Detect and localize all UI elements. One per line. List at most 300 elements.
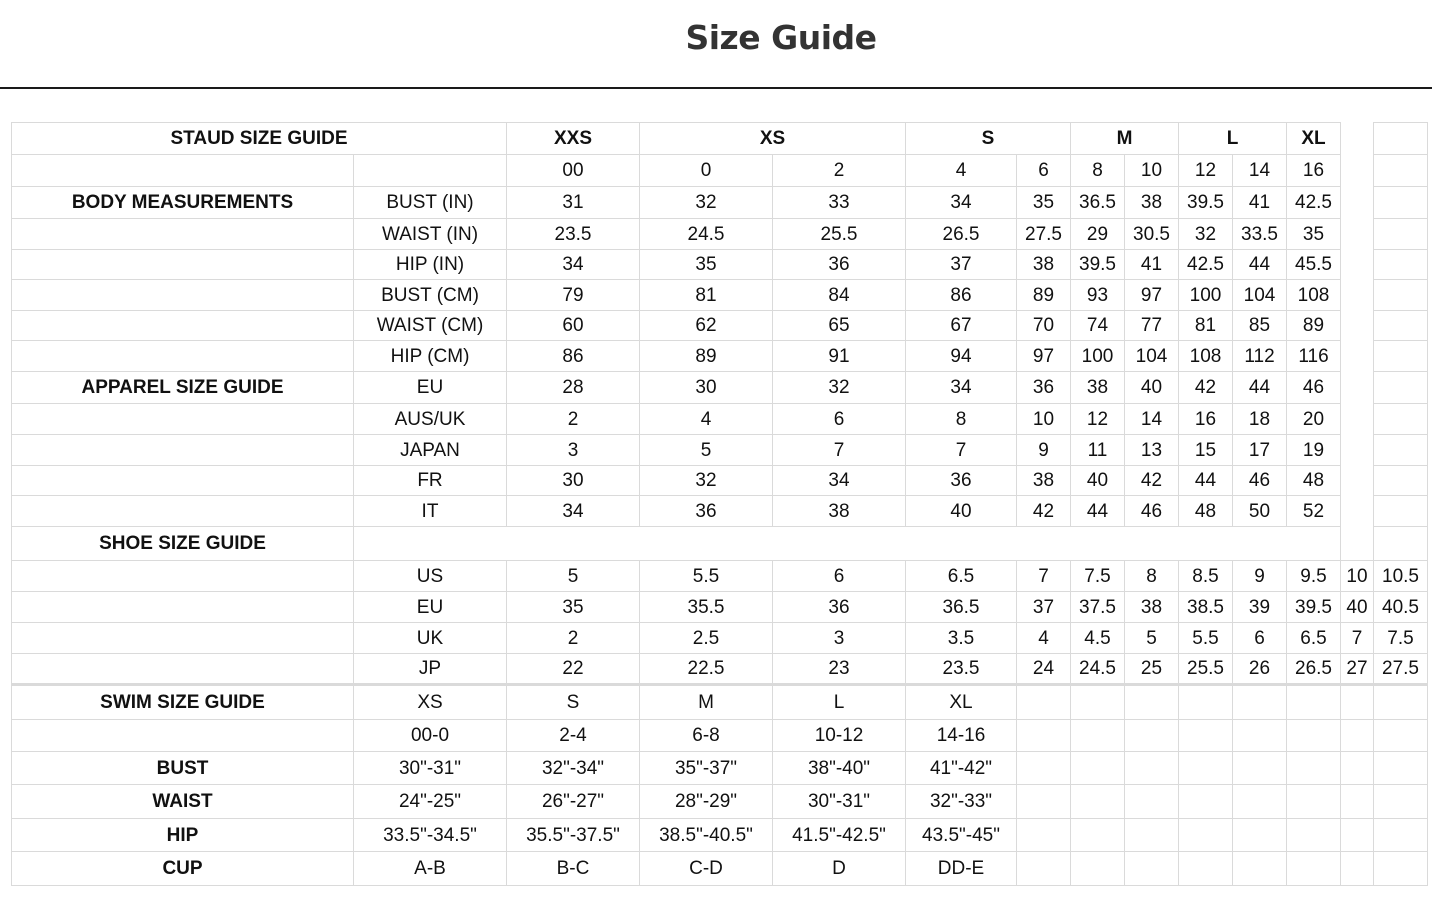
table-cell: 33.5"-34.5" [354, 819, 507, 852]
empty-cell [1374, 685, 1428, 720]
table-cell: EU [354, 372, 507, 404]
table-cell: HIP (IN) [354, 250, 507, 280]
table-cell: 4.5 [1071, 623, 1125, 654]
table-cell: 13 [1125, 435, 1179, 466]
table-cell: 79 [507, 280, 640, 311]
empty-cell [354, 155, 507, 187]
row-heading-cell: XS [640, 123, 906, 155]
table-cell: 22 [507, 654, 640, 685]
waist-in-row [12, 219, 1428, 250]
table-cell: 35.5 [640, 592, 773, 623]
table-cell: 38 [1125, 592, 1179, 623]
empty-cell [1341, 720, 1374, 752]
table-cell: 52 [1287, 496, 1341, 527]
table-cell: 27 [1341, 654, 1374, 685]
table-cell: 108 [1287, 280, 1341, 311]
table-cell: 2 [773, 155, 906, 187]
table-cell: 8 [1125, 561, 1179, 592]
size-number-row [12, 155, 1428, 187]
table-cell: 84 [773, 280, 906, 311]
table-cell: 91 [773, 341, 906, 372]
table-cell: 18 [1233, 404, 1287, 435]
empty-cell [1179, 852, 1233, 886]
table-cell: 32 [773, 372, 906, 404]
table-cell: 30"-31" [773, 785, 906, 819]
table-cell: 39.5 [1287, 592, 1341, 623]
shoe-uk-row [12, 623, 1428, 654]
table-cell: 26 [1233, 654, 1287, 685]
table-cell: 42 [1017, 496, 1071, 527]
table-cell: D [773, 852, 906, 886]
table-cell: 26.5 [1287, 654, 1341, 685]
table-cell: 7 [1017, 561, 1071, 592]
empty-cell [12, 311, 354, 341]
table-cell: JAPAN [354, 435, 507, 466]
table-cell: 40 [1125, 372, 1179, 404]
table-cell: IT [354, 496, 507, 527]
empty-cell [1374, 123, 1428, 155]
table-cell: 3.5 [906, 623, 1017, 654]
table-cell: 12 [1071, 404, 1125, 435]
empty-cell [1374, 155, 1428, 187]
table-cell: 4 [1017, 623, 1071, 654]
table-cell: 44 [1233, 250, 1287, 280]
table-cell: 39.5 [1179, 187, 1233, 219]
empty-cell [1233, 720, 1287, 752]
empty-cell [1179, 785, 1233, 819]
table-cell: 41.5"-42.5" [773, 819, 906, 852]
table-cell: 32"-33" [906, 785, 1017, 819]
table-cell: 93 [1071, 280, 1125, 311]
empty-cell [1374, 250, 1428, 280]
table-cell: 44 [1071, 496, 1125, 527]
table-cell: 36.5 [906, 592, 1017, 623]
empty-cell [1179, 720, 1233, 752]
table-cell: 104 [1125, 341, 1179, 372]
empty-cell [1125, 819, 1179, 852]
table-cell: 5.5 [640, 561, 773, 592]
hip-cm-row [12, 341, 1428, 372]
table-cell: 32 [1179, 219, 1233, 250]
table-cell: 10-12 [773, 720, 906, 752]
table-cell: 36 [773, 592, 906, 623]
empty-cell [1287, 852, 1341, 886]
table-cell: 10 [1017, 404, 1071, 435]
empty-cell [1017, 785, 1071, 819]
empty-cell [1341, 280, 1374, 311]
table-cell: 7.5 [1071, 561, 1125, 592]
empty-cell [1233, 685, 1287, 720]
table-cell: 10 [1341, 561, 1374, 592]
empty-cell [1374, 187, 1428, 219]
table-cell: 2 [507, 623, 640, 654]
table-cell: 35.5"-37.5" [507, 819, 640, 852]
empty-cell [1341, 685, 1374, 720]
table-cell: 11 [1071, 435, 1125, 466]
table-cell: 65 [773, 311, 906, 341]
table-cell: WAIST (CM) [354, 311, 507, 341]
table-cell: 5 [640, 435, 773, 466]
empty-cell [1374, 752, 1428, 785]
table-cell: 108 [1179, 341, 1233, 372]
empty-cell [12, 466, 354, 496]
empty-cell [1341, 341, 1374, 372]
table-cell: 39 [1233, 592, 1287, 623]
empty-cell [1287, 720, 1341, 752]
table-cell: 34 [773, 466, 906, 496]
table-cell: WAIST (IN) [354, 219, 507, 250]
empty-cell [1017, 685, 1071, 720]
empty-cell [1233, 752, 1287, 785]
table-cell: 40 [1341, 592, 1374, 623]
row-heading-cell: WAIST [12, 785, 354, 819]
table-cell: 16 [1179, 404, 1233, 435]
table-cell: 112 [1233, 341, 1287, 372]
empty-cell [1341, 852, 1374, 886]
table-cell: US [354, 561, 507, 592]
table-cell: 44 [1233, 372, 1287, 404]
row-heading-cell: STAUD SIZE GUIDE [12, 123, 507, 155]
table-cell: 5 [507, 561, 640, 592]
table-cell: 97 [1125, 280, 1179, 311]
table-cell: 29 [1071, 219, 1125, 250]
empty-cell [1341, 819, 1374, 852]
empty-cell [1071, 720, 1125, 752]
table-cell: 32 [640, 187, 773, 219]
table-cell: 41 [1125, 250, 1179, 280]
table-cell: 33 [773, 187, 906, 219]
row-heading-cell: SWIM SIZE GUIDE [12, 685, 354, 720]
table-cell: 81 [1179, 311, 1233, 341]
empty-cell [1071, 852, 1125, 886]
table-cell: 19 [1287, 435, 1341, 466]
table-cell: 42.5 [1179, 250, 1233, 280]
table-cell: 4 [906, 155, 1017, 187]
table-cell: 45.5 [1287, 250, 1341, 280]
table-cell: 46 [1233, 466, 1287, 496]
empty-cell [1287, 785, 1341, 819]
table-cell: 6 [1233, 623, 1287, 654]
table-cell: 36 [1017, 372, 1071, 404]
empty-cell [1125, 852, 1179, 886]
table-cell: 34 [906, 372, 1017, 404]
table-cell: 104 [1233, 280, 1287, 311]
table-cell: HIP (CM) [354, 341, 507, 372]
table-cell: 7 [906, 435, 1017, 466]
table-cell: 3 [773, 623, 906, 654]
table-cell: 89 [1287, 311, 1341, 341]
empty-cell [12, 250, 354, 280]
table-cell: 23.5 [906, 654, 1017, 685]
table-cell: 43.5"-45" [906, 819, 1017, 852]
empty-cell [1374, 404, 1428, 435]
empty-cell [1179, 752, 1233, 785]
table-cell: 30"-31" [354, 752, 507, 785]
row-heading-cell: XXS [507, 123, 640, 155]
table-cell: 85 [1233, 311, 1287, 341]
empty-cell [12, 341, 354, 372]
table-cell: 6 [1017, 155, 1071, 187]
empty-cell [1017, 720, 1071, 752]
table-cell: 25 [1125, 654, 1179, 685]
table-cell: 74 [1071, 311, 1125, 341]
table-cell: 42 [1125, 466, 1179, 496]
table-cell: 41"-42" [906, 752, 1017, 785]
row-heading-cell: SHOE SIZE GUIDE [12, 527, 354, 561]
row-heading-cell: M [1071, 123, 1179, 155]
empty-cell [1125, 685, 1179, 720]
empty-cell [12, 623, 354, 654]
table-cell: XL [906, 685, 1017, 720]
table-cell: 42.5 [1287, 187, 1341, 219]
table-cell: 25.5 [1179, 654, 1233, 685]
size-guide-table-body [12, 123, 1428, 886]
table-cell: 35 [507, 592, 640, 623]
table-cell: 2.5 [640, 623, 773, 654]
table-cell: 6.5 [1287, 623, 1341, 654]
table-cell: 86 [507, 341, 640, 372]
apparel-aus-uk-row [12, 404, 1428, 435]
empty-cell [12, 219, 354, 250]
empty-cell [1341, 404, 1374, 435]
table-cell: 40 [1071, 466, 1125, 496]
row-heading-cell: S [906, 123, 1071, 155]
table-cell: 38 [1125, 187, 1179, 219]
hip-in-row [12, 250, 1428, 280]
table-cell: 32 [640, 466, 773, 496]
table-cell: 37 [906, 250, 1017, 280]
empty-cell [1341, 219, 1374, 250]
table-cell: 41 [1233, 187, 1287, 219]
table-cell: 44 [1179, 466, 1233, 496]
table-cell: 7.5 [1374, 623, 1428, 654]
empty-cell [1374, 720, 1428, 752]
table-cell: 6.5 [906, 561, 1017, 592]
table-cell: 48 [1287, 466, 1341, 496]
staud-header-row [12, 123, 1428, 155]
empty-cell [1287, 752, 1341, 785]
table-cell: 30.5 [1125, 219, 1179, 250]
table-cell: 38 [1017, 250, 1071, 280]
table-cell: 10 [1125, 155, 1179, 187]
table-cell: BUST (IN) [354, 187, 507, 219]
table-cell: UK [354, 623, 507, 654]
table-cell: 26.5 [906, 219, 1017, 250]
empty-cell [1341, 372, 1374, 404]
table-cell: 86 [906, 280, 1017, 311]
shoe-us-row [12, 561, 1428, 592]
table-cell: 24"-25" [354, 785, 507, 819]
empty-cell [1071, 785, 1125, 819]
empty-cell [1341, 123, 1374, 155]
empty-cell [1179, 819, 1233, 852]
empty-cell [1341, 250, 1374, 280]
table-cell: 38"-40" [773, 752, 906, 785]
table-cell: B-C [507, 852, 640, 886]
table-cell: S [507, 685, 640, 720]
empty-cell [1233, 785, 1287, 819]
apparel-fr-row [12, 466, 1428, 496]
page-title: Size Guide [685, 18, 877, 57]
table-cell: 38 [1017, 466, 1071, 496]
table-cell: 2 [507, 404, 640, 435]
empty-cell [12, 404, 354, 435]
row-heading-cell: APPAREL SIZE GUIDE [12, 372, 354, 404]
empty-cell [1125, 785, 1179, 819]
table-cell: 89 [640, 341, 773, 372]
table-cell: 30 [507, 466, 640, 496]
table-cell: 40 [906, 496, 1017, 527]
table-cell: 34 [507, 496, 640, 527]
table-cell: L [773, 685, 906, 720]
empty-cell [12, 435, 354, 466]
empty-cell [1374, 785, 1428, 819]
table-cell: 23 [773, 654, 906, 685]
table-cell: A-B [354, 852, 507, 886]
table-cell: 8.5 [1179, 561, 1233, 592]
table-cell: EU [354, 592, 507, 623]
empty-cell [1341, 187, 1374, 219]
empty-cell [1374, 341, 1428, 372]
table-cell: 6-8 [640, 720, 773, 752]
bust-in-row [12, 187, 1428, 219]
table-cell: 46 [1125, 496, 1179, 527]
table-cell: 23.5 [507, 219, 640, 250]
empty-cell [1341, 466, 1374, 496]
empty-cell [12, 561, 354, 592]
swim-header-row [12, 685, 1428, 720]
table-cell: 15 [1179, 435, 1233, 466]
empty-cell [1374, 280, 1428, 311]
table-cell: 38 [773, 496, 906, 527]
table-cell: 40.5 [1374, 592, 1428, 623]
table-cell: 20 [1287, 404, 1341, 435]
empty-cell [1287, 685, 1341, 720]
empty-cell [1374, 496, 1428, 527]
table-cell: 22.5 [640, 654, 773, 685]
table-cell: 9 [1233, 561, 1287, 592]
table-cell: AUS/UK [354, 404, 507, 435]
table-cell: XS [354, 685, 507, 720]
table-cell: 28 [507, 372, 640, 404]
swim-cup-row [12, 852, 1428, 886]
table-cell: 35 [1017, 187, 1071, 219]
empty-cell [1341, 785, 1374, 819]
empty-cell [1374, 819, 1428, 852]
empty-cell [1341, 752, 1374, 785]
table-cell: 7 [773, 435, 906, 466]
row-heading-cell: XL [1287, 123, 1341, 155]
empty-cell [1341, 311, 1374, 341]
table-cell: 48 [1179, 496, 1233, 527]
empty-cell [12, 496, 354, 527]
table-cell: 42 [1179, 372, 1233, 404]
table-cell: 100 [1071, 341, 1125, 372]
table-cell: 24 [1017, 654, 1071, 685]
row-heading-cell: CUP [12, 852, 354, 886]
table-cell: 46 [1287, 372, 1341, 404]
empty-cell [12, 654, 354, 685]
swim-waist-row [12, 785, 1428, 819]
table-cell: 70 [1017, 311, 1071, 341]
empty-cell [1071, 819, 1125, 852]
empty-cell [1374, 311, 1428, 341]
table-cell: 33.5 [1233, 219, 1287, 250]
empty-cell [1374, 527, 1428, 561]
table-cell: DD-E [906, 852, 1017, 886]
table-cell: 35 [1287, 219, 1341, 250]
table-cell: 67 [906, 311, 1017, 341]
table-cell: 26"-27" [507, 785, 640, 819]
table-cell: 16 [1287, 155, 1341, 187]
table-cell: 24.5 [1071, 654, 1125, 685]
table-cell: C-D [640, 852, 773, 886]
empty-cell [1233, 852, 1287, 886]
row-heading-cell: BODY MEASUREMENTS [12, 187, 354, 219]
table-cell: 10.5 [1374, 561, 1428, 592]
table-cell: 12 [1179, 155, 1233, 187]
shoe-header-row [12, 527, 1428, 561]
table-cell: 35 [640, 250, 773, 280]
table-cell: 7 [1341, 623, 1374, 654]
table-cell: 34 [906, 187, 1017, 219]
table-cell: 14 [1233, 155, 1287, 187]
table-cell: 00-0 [354, 720, 507, 752]
bust-cm-row [12, 280, 1428, 311]
table-cell: 25.5 [773, 219, 906, 250]
table-cell: 38.5"-40.5" [640, 819, 773, 852]
table-cell: 24.5 [640, 219, 773, 250]
waist-cm-row [12, 311, 1428, 341]
table-cell: 50 [1233, 496, 1287, 527]
table-cell: 94 [906, 341, 1017, 372]
empty-cell [1017, 819, 1071, 852]
empty-cell [12, 592, 354, 623]
table-cell: 30 [640, 372, 773, 404]
table-cell: 62 [640, 311, 773, 341]
table-cell: 6 [773, 404, 906, 435]
table-cell: 89 [1017, 280, 1071, 311]
table-cell: FR [354, 466, 507, 496]
empty-cell [12, 155, 354, 187]
empty-cell [12, 720, 354, 752]
empty-cell [1341, 527, 1374, 561]
empty-cell [1341, 496, 1374, 527]
empty-cell [1374, 852, 1428, 886]
table-cell: 32"-34" [507, 752, 640, 785]
table-cell: 38 [1071, 372, 1125, 404]
table-cell: 4 [640, 404, 773, 435]
empty-cell [1374, 466, 1428, 496]
empty-cell [1017, 852, 1071, 886]
table-cell: 14-16 [906, 720, 1017, 752]
table-cell: BUST (CM) [354, 280, 507, 311]
table-cell: 0 [640, 155, 773, 187]
table-cell: 35"-37" [640, 752, 773, 785]
size-guide-table [11, 122, 1428, 886]
apparel-eu-row [12, 372, 1428, 404]
table-cell: 36.5 [1071, 187, 1125, 219]
empty-cell [1341, 155, 1374, 187]
empty-cell [1233, 819, 1287, 852]
table-cell: 9 [1017, 435, 1071, 466]
empty-cell [1071, 752, 1125, 785]
table-cell: 31 [507, 187, 640, 219]
empty-cell [1071, 685, 1125, 720]
shoe-eu-row [12, 592, 1428, 623]
empty-cell [1341, 435, 1374, 466]
table-cell: 77 [1125, 311, 1179, 341]
